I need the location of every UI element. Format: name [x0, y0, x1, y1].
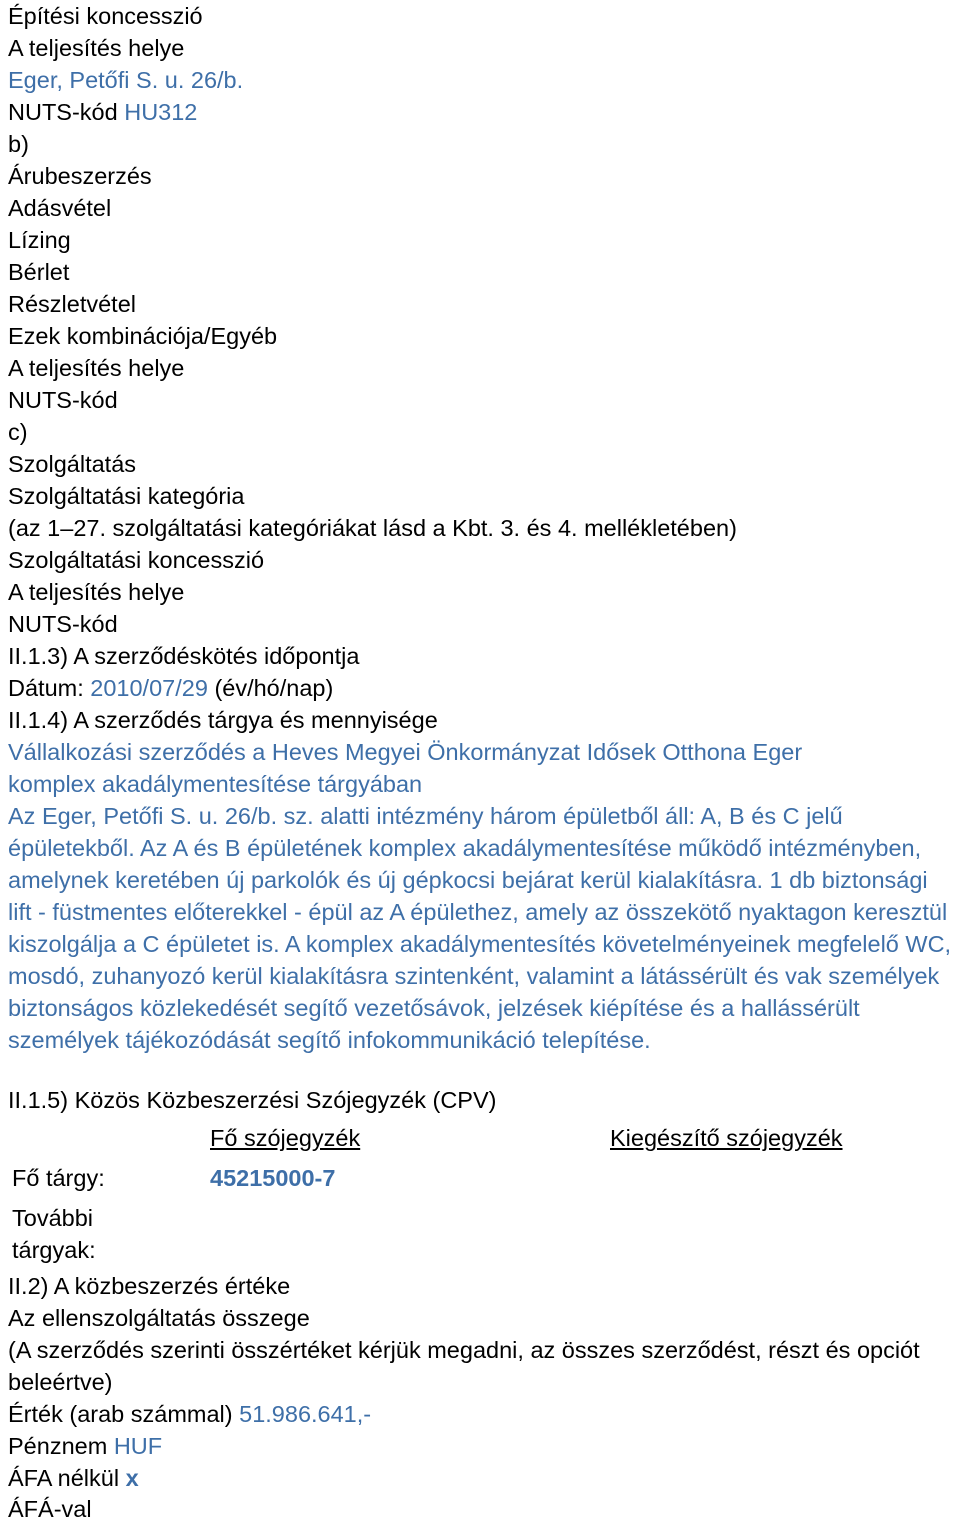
contract-description: Az Eger, Petőfi S. u. 26/b. sz. alatti intézmény három épületből áll: A, B és C jelű épületekből. Az A és B épületének komplex akadálymentesítése működő intézményben, amelynek keretében új parkolók és új gépkocsi bejárat kerül kialakításra. 1 db biztonsági lift - füstmentes előterekkel - épül az A épülethez, amely az összekötő nyaktagon keresztül kiszolgálja a C épületet is. A komplex akadálymentesítés követelményeinek megfelelő WC, mosdó, zuhanyozó kerül kialakításra szintenként, valamint a látássérült és vak személyek biztonságos közlekedését segítő vezetősávok, jelzések kiépítése és a hallássérült személyek tájékozódását segítő infokommunikáció telepítése. — [8, 803, 952, 1053]
nuts-code-label: NUTS-kód — [8, 99, 118, 125]
consideration-amount-label: Az ellenszolgáltatás összege — [8, 1305, 310, 1331]
nuts-code-label-3: NUTS-kód — [8, 611, 118, 637]
service-category-label: Szolgáltatási kategória — [8, 483, 245, 509]
total-value-note: (A szerződés szerinti összértéket kérjük megadni, az összes szerződést, részt és opciót beleértve) — [8, 1337, 920, 1395]
amount-label: Érték (arab számmal) — [8, 1401, 233, 1427]
lease-label: Lízing — [8, 227, 71, 253]
service-label: Szolgáltatás — [8, 451, 137, 477]
vat-included-label: ÁFÁ-val — [8, 1496, 92, 1522]
section-b-label: b) — [8, 131, 29, 157]
currency-row — [8, 1430, 162, 1462]
cpv-additional-objects-label-1: További — [12, 1205, 93, 1231]
nuts-code-value: HU312 — [124, 99, 198, 125]
service-category-note: (az 1–27. szolgáltatási kategóriákat lásd a Kbt. 3. és 4. mellékletében) — [8, 515, 737, 541]
currency-label: Pénznem — [8, 1433, 108, 1459]
vat-excluded-row — [8, 1462, 139, 1494]
cpv-main-object-label: Fő tárgy: — [12, 1165, 105, 1191]
contract-title-line-1: Vállalkozási szerződés a Heves Megyei Önkormányzat Idősek Otthona Eger — [8, 739, 803, 765]
nuts-code-label-2: NUTS-kód — [8, 387, 118, 413]
service-concession-label: Szolgáltatási koncesszió — [8, 547, 265, 573]
place-of-performance-value: Eger, Petőfi S. u. 26/b. — [8, 67, 244, 93]
supply-label: Árubeszerzés — [8, 163, 152, 189]
cpv-heading: II.1.5) Közös Közbeszerzési Szójegyzék (CPV) — [8, 1087, 497, 1113]
procurement-value-heading: II.2) A közbeszerzés értéke — [8, 1273, 291, 1299]
place-of-performance-label: A teljesítés helye — [8, 35, 185, 61]
vat-excluded-label: ÁFA nélkül — [8, 1465, 120, 1491]
contract-date-heading: II.1.3) A szerződéskötés időpontja — [8, 643, 360, 669]
nuts-code-row — [8, 96, 197, 128]
rental-label: Bérlet — [8, 259, 70, 285]
contract-title-line-2: komplex akadálymentesítése tárgyában — [8, 771, 423, 797]
place-of-performance-label-3: A teljesítés helye — [8, 579, 185, 605]
cpv-main-object-code: 45215000-7 — [210, 1165, 336, 1191]
date-label: Dátum: — [8, 675, 84, 701]
vat-excluded-mark: x — [125, 1465, 139, 1491]
place-of-performance-label-2: A teljesítés helye — [8, 355, 185, 381]
amount-value: 51.986.641,- — [239, 1401, 372, 1427]
section-c-label: c) — [8, 419, 28, 445]
amount-row — [8, 1398, 371, 1430]
contract-date-row — [8, 672, 333, 704]
date-format: (év/hó/nap) — [214, 675, 334, 701]
combination-label: Ezek kombinációja/Egyéb — [8, 323, 278, 349]
hire-purchase-label: Részletvétel — [8, 291, 136, 317]
currency-value: HUF — [113, 1433, 163, 1459]
works-concession-label: Építési koncesszió — [8, 3, 203, 29]
cpv-main-vocabulary-header: Fő szójegyzék — [210, 1125, 361, 1151]
contract-subject-heading: II.1.4) A szerződés tárgya és mennyisége — [8, 707, 438, 733]
cpv-additional-objects-label-2: tárgyak: — [12, 1237, 96, 1263]
purchase-label: Adásvétel — [8, 195, 112, 221]
date-value: 2010/07/29 — [90, 675, 208, 701]
cpv-supplementary-vocabulary-header: Kiegészítő szójegyzék — [610, 1125, 843, 1151]
